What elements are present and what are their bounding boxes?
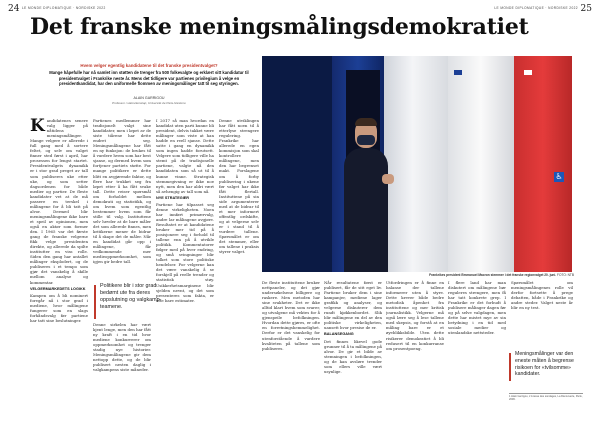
- photo-macron-voting-booth: [262, 56, 572, 272]
- body-column-6: Når resultatene først er publisert, får de sitt eget liv. Partiene bruker dem i sine kampanjer, mediene lager grafikk og analyser, og velgerne diskuterer dem rundt kjøkkenbordet. Slik blir målingene en del av den politiske virkeligheten, uansett hvor presise de er. BALANSEGANG Det finnes likevel gode grunner til å ta målingene på alvor. De gir et bilde av stemningen i befolkningen, og de kan avsløre trender som ellers ville vært usynlige.: [324, 280, 382, 374]
- pull-quote-bar: [509, 353, 511, 381]
- article-lead: Mange håpefulle har nå samlet inn støtten de trenger fra 500 folkevalgte og erklært sitt kandidatur til presidentvalget i Frankrike neste år. Mens det tidligere var partienes privilegium å velge en presidentkandidat, har den uniformelle flommen av meningsmålinger tatt til seg styringen.: [49, 70, 249, 87]
- body-column-8: I flere land har man diskutert om målingene bør reguleres strengere, men få har tatt konkrete grep. I Frankrike er det forbudt å publisere målinger dagen før og på selve valgdagen, men dette har mistet mye av sin betydning i en tid med sosiale medier og utenlandske nettsteder.: [448, 280, 506, 336]
- page-number-left: 24: [8, 4, 20, 14]
- subhead-2: NYE STRATEGIER: [156, 195, 190, 200]
- body-column-9: Spørsmålet om meningsmålingenes rolle vil derfor fortsette å prege debatten, både i Frankrike og andre steder. Valget neste år blir en ny test.: [511, 280, 573, 311]
- pull-quote-right: [509, 351, 583, 378]
- face-mask: [357, 135, 375, 145]
- caption-text: Frankrikes president Emmanuel Macron stemmer i det franske regionvalget 20. juni.: [429, 273, 557, 277]
- footnote: 1 Alain Garrigou, L'ivresse des sondages, La Découverte, Paris, 2006.: [509, 395, 583, 402]
- caption-credit: FOTO: NTB: [557, 273, 574, 277]
- body-column-4: Denne utviklingen har fått noen til å etterlyse strengere regulering. Frankrike har allerede en egen kommisjon som skal kontrollere målingene, men den har begrenset makt. Forslagene om å forby publisering i ukene før valget har ikke fått flertall. Instituttene på sin side argumenterer med at de bidrar til et mer informert offentlig ordskifte, og at velgerne selv er i stand til å vurdere tallene. Spørsmålet er om det stemmer, eller om tallene i praksis styrer valget.: [219, 118, 259, 255]
- article-headline: Det franske meningsmålingsdemokratiet: [30, 14, 529, 40]
- page-number-right: 25: [580, 4, 592, 14]
- person-hair: [355, 118, 377, 126]
- article-kicker: Hvem velger egentlig kandidatene til det franske presidentvalget?: [80, 63, 218, 68]
- drop-cap: K: [30, 118, 45, 136]
- body-column-5: De fleste instituttene bruker nettpaneler, og det gjør undersøkelsene billigere og raskere. Men metoden har sine svakheter. Det er ikke alltid klart hvem som svarer, og utvalgene må vektes for å gjenspeile befolkningen. Hvordan dette gjøres, er ofte en forretningshemmelighet. Derfor er det vanskelig for utenforstående å vurdere kvaliteten på tallene som publiseres.: [262, 280, 320, 351]
- curtain-white-1: [384, 56, 448, 272]
- booth-logo-icon: [454, 70, 462, 75]
- body-column-2: Partienes medlemmer har tradisjonelt valgt sine kandidater, men i løpet av de siste tiårene har dette endret seg. Meningsmålingene har fått en ny funksjon: de brukes til å vurdere hvem som har best sjanse, og dermed hvem som fortjener partiets støtte. For mange politikere er dette blitt en avgjørende faktor, og flere har trukket seg fra løpet etter å ha fått svake tall. Dette reiser spørsmål om forholdet mellom demokrati og statistikk, og om hvem som egentlig bestemmer hvem som får stille til valg. Instituttene selv hevder at de bare måler det som allerede finnes, men kritikerne mener de bidrar til å skape det de måler. Når en kandidat går opp i målingene, får vedkommende mer medieoppmerksomhet, som igjen gir bedre tall.: [93, 118, 151, 265]
- byline-role: Professor i statsvitenskap, Université de Paris-Nanterre: [112, 101, 186, 105]
- booth-logo-icon: [524, 70, 532, 75]
- running-head-left: LE MONDE DIPLOMATIQUE · NORDISKE 2022: [22, 6, 106, 10]
- pull-quote-left-text: Politikere blir i stor grad bedømt ute fra deres oppslutning og valgkamp-teamene.: [100, 283, 162, 310]
- running-head-right: LE MONDE DIPLOMATIQUE · NORDISKE 2022: [494, 6, 578, 10]
- byline-author: ALAIN GARRIGOU: [133, 96, 165, 100]
- subhead-3: BALANSEGANG: [324, 332, 354, 337]
- subhead-1: VELGERMARKEDETS LOGIKK: [30, 286, 86, 291]
- photo-caption: [396, 273, 574, 277]
- wheelchair-sign-icon: ♿: [555, 172, 563, 181]
- curtain-white-2: [448, 56, 514, 272]
- body-column-3: I 2017 så man hvordan en kandidat uten parti kunne bli president, delvis takket være målinger som viste at han hadde en reell sjanse. Dette satte i gang en dynamikk som ingen hadde forutsett. Velgere som tidligere ville ha stemt på de tradisjonelle partiene, valgte nå den kandidaten som så ut til å kunne vinne. Strategisk stemmegivning er ikke noe nytt, men den har aldri vært så avhengig av tall som nå. NYE STRATEGIER Partiene har tilpasset seg denne virkeligheten. Noen har innført primærvalg, andre lar målingene avgjøre. Resultatet er at kandidatene bruker mer tid på å posisjonere seg i forhold til tallene enn på å utvikle politikk. Kommentatorer følger med på hver endring, og små svingninger blir tolket som store politiske hendelser. For velgerne kan det være vanskelig å se forskjell på reelle trender og statistisk støy. Usikkerhetsmarginene blir sjelden nevnt, og det som presenteres som fakta, er ofte bare estimater.: [156, 118, 214, 303]
- curtain-red: [514, 56, 572, 272]
- person-suit: [344, 148, 388, 272]
- body-column-2b: Denne sirkelen har vært kjent lenge, men den har fått ny kraft i en tid hvor mediene konkurrerer om oppmerksomhet og trenger stadig nye historier. Meningsmålingene gir dem nettopp dette, og de blir publisert nesten daglig i valgkampens siste måneder.: [93, 322, 151, 373]
- pull-quote-bar: [94, 285, 96, 319]
- body-column-1: K andidatenes senere valg ligger på nåtidens meningsmålinger. Mange velgere er allerede i full gang med å sortere feltet, og selv om valget finner sted først i april, har prosessen for lengst startet. Presidentvalgets dynamikk er i stor grad preget av tall som publiseres uke etter uke, og som setter dagsordenen for både medier og partier. De fleste kandidater vet at de må passere en terskel i målingene for å bli tatt på alvor. Dermed blir meningsmålingene ikke bare et speil av opinionen, men også en aktør som former den. I 1965 var det første gang de franske velgerne fikk velge presidenten direkte, og allerede da spilte institutter en viss rolle. Siden den gang har antallet målinger eksplodert, og de publiseres i et tempo som gjør det vanskelig å skille mellom analyse og kommentar. VELGERMARKEDETS LOGIKK Kampen om å bli nominert foregår nå i stor grad i mediene, hvor målingene fungerer som en slags forhåndsvalg før partiene har tatt sine beslutninger.: [30, 118, 88, 323]
- person-hand: [382, 174, 394, 184]
- pull-quote-right-text: Meningsmålinger var den eneste måten å begrense risikoen for «tvilsomme» kandidater.: [515, 351, 574, 378]
- photo-background: [262, 56, 332, 272]
- body-column-7: Utfordringen er å finne en balanse der tallene informerer uten å styre. Dette krever både bedre metodisk åpenhet fra instituttene og mer kritisk journalistikk. Velgerne må også lære seg å lese tallene med skepsis, og forstå at en måling bare er et øyeblikksbilde. Uten dette risikerer demokratiet å bli redusert til en konkurranse om prosentpoeng.: [386, 280, 444, 351]
